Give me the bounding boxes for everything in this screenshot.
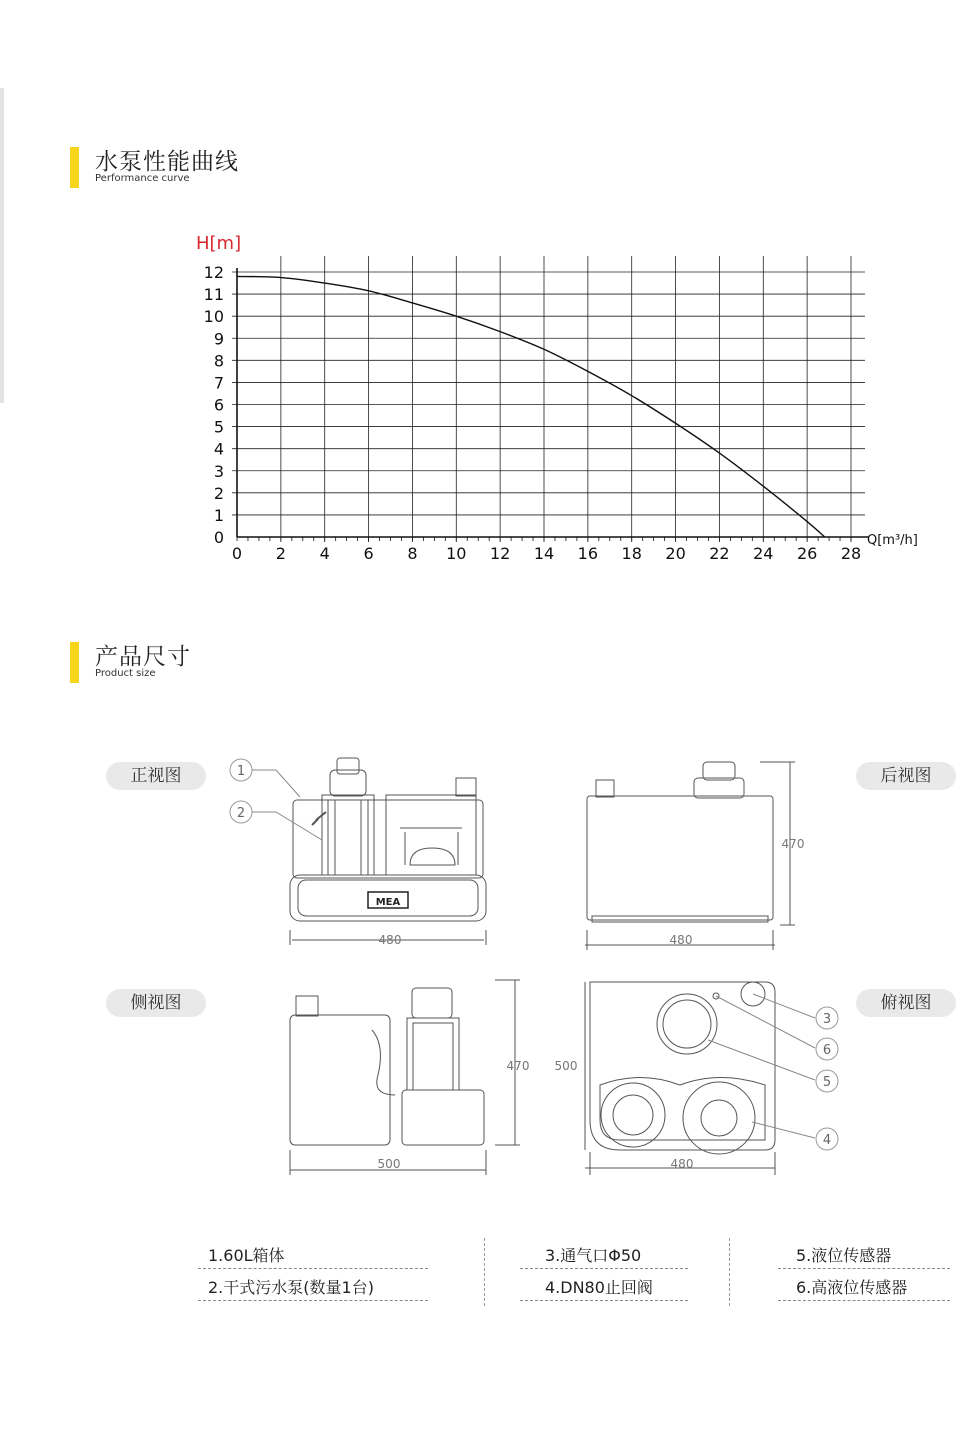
legend-divider: [198, 1268, 428, 1269]
rear-view-label: 后视图: [856, 762, 956, 790]
front-width-dimension: 480: [378, 933, 402, 947]
front-view-drawing: [290, 758, 486, 945]
side-height-dimension: 470: [506, 1059, 530, 1073]
y-tick-label: 2: [213, 483, 224, 503]
x-axis-label: Q[m³/h]: [867, 533, 918, 548]
y-tick-label: 12: [203, 263, 224, 282]
rear-view-drawing: [585, 762, 795, 950]
legend-item: 5.液位传感器: [796, 1246, 892, 1265]
legend-item: 2.干式污水泵(数量1台): [208, 1278, 374, 1297]
y-tick-label: 0: [213, 528, 224, 547]
y-tick-label: 8: [213, 351, 224, 371]
legend-divider: [198, 1300, 428, 1301]
section-title-cn: 水泵性能曲线: [95, 149, 239, 175]
x-tick-label: 12: [489, 544, 511, 563]
rear-height-dimension: 470: [781, 837, 805, 851]
callout-number: 2: [236, 806, 246, 821]
section-title-en: Performance curve: [95, 173, 190, 184]
x-tick-label: 22: [709, 544, 730, 563]
x-tick-label: 28: [840, 544, 862, 563]
section-title-cn: 产品尺寸: [95, 644, 191, 670]
side-view-drawing: [290, 980, 520, 1175]
callout-number: 4: [822, 1133, 832, 1148]
legend-item: 6.高液位传感器: [796, 1278, 908, 1297]
callout-number: 6: [822, 1043, 832, 1058]
callout-number: 1: [236, 764, 246, 779]
x-tick-label: 6: [363, 544, 374, 563]
legend-item: 4.DN80止回阀: [545, 1278, 653, 1297]
side-view-label: 侧视图: [106, 989, 206, 1017]
callout-leaders: [252, 770, 815, 1138]
x-tick-label: 20: [665, 544, 686, 563]
legend-column-divider: [729, 1238, 730, 1306]
y-tick-label: 1: [213, 505, 224, 525]
top-depth-dimension: 500: [554, 1059, 578, 1073]
y-tick-label: 5: [213, 417, 224, 437]
callout-number: 5: [822, 1075, 832, 1090]
legend-item: 3.通气口Φ50: [545, 1246, 642, 1265]
rear-width-dimension: 480: [669, 933, 693, 947]
y-tick-label: 3: [213, 461, 224, 481]
x-tick-label: 2: [275, 544, 286, 563]
top-view-drawing: [585, 982, 775, 1175]
legend-divider: [778, 1300, 950, 1301]
x-tick-label: 18: [621, 544, 642, 563]
legend-item: 1.60L箱体: [208, 1246, 285, 1265]
top-width-dimension: 480: [670, 1157, 694, 1171]
brand-logo-text: MEA: [375, 897, 401, 908]
legend-divider: [778, 1268, 950, 1269]
legend-divider: [520, 1268, 688, 1269]
y-tick-label: 6: [213, 395, 224, 415]
y-tick-label: 10: [203, 307, 224, 327]
x-tick-label: 8: [407, 544, 418, 563]
x-tick-label: 14: [533, 544, 555, 563]
y-tick-label: 11: [203, 285, 224, 305]
x-tick-label: 24: [753, 544, 774, 563]
y-tick-label: 7: [213, 373, 224, 393]
section-title-en: Product size: [95, 668, 156, 679]
side-width-dimension: 500: [377, 1157, 401, 1171]
top-view-label: 俯视图: [856, 989, 956, 1017]
y-axis-label: H[m]: [196, 233, 242, 254]
front-view-label: 正视图: [106, 762, 206, 790]
legend-divider: [520, 1300, 688, 1301]
callout-number: 3: [822, 1012, 832, 1027]
y-tick-label: 4: [213, 439, 224, 459]
legend-column-divider: [484, 1238, 485, 1306]
x-tick-label: 0: [231, 544, 243, 563]
y-tick-label: 9: [213, 329, 224, 349]
x-tick-label: 16: [577, 544, 599, 563]
callout-circles: [230, 759, 838, 1150]
x-tick-label: 26: [796, 544, 818, 563]
x-tick-label: 4: [319, 544, 330, 563]
x-tick-label: 10: [446, 544, 467, 563]
